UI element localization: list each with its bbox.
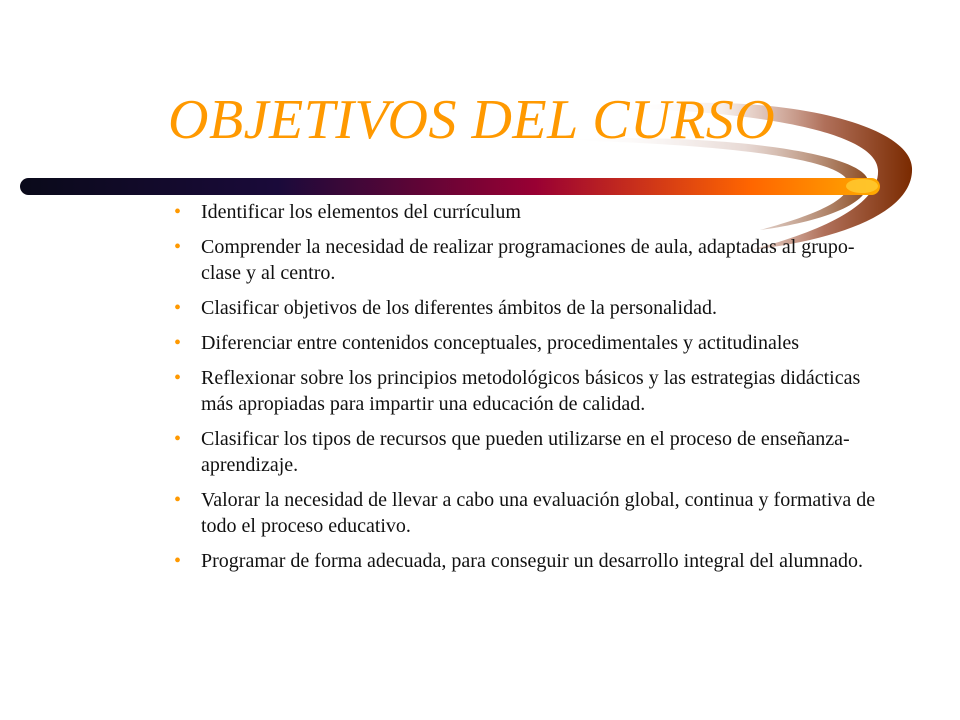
list-item xyxy=(174,426,894,478)
list-item-text: Diferenciar entre contenidos conceptuales, procedimentales y actitudinales xyxy=(201,332,800,354)
list-item-text: Valorar la necesidad de llevar a cabo una evaluación global, continua y formativa de todo el proceso educativo. xyxy=(201,489,876,537)
list-item-text: Comprender la necesidad de realizar programaciones de aula, adaptadas al grupo-clase y al centro. xyxy=(201,236,855,284)
list-item xyxy=(174,330,894,356)
bullet-icon: • xyxy=(174,201,182,223)
bullet-icon: • xyxy=(174,236,182,258)
list-item xyxy=(174,487,894,539)
list-item xyxy=(174,365,894,417)
bullet-icon: • xyxy=(174,367,182,389)
bullet-icon: • xyxy=(174,297,182,319)
slide-title: OBJETIVOS DEL CURSO xyxy=(168,89,776,151)
objectives-list xyxy=(174,199,894,583)
list-item xyxy=(174,295,894,321)
list-item-text: Identificar los elementos del currículum xyxy=(201,201,521,223)
list-item-text: Reflexionar sobre los principios metodológicos básicos y las estrategias didácticas más apropiadas para impartir una educación de calidad. xyxy=(201,367,861,415)
list-item-text: Clasificar objetivos de los diferentes ámbitos de la personalidad. xyxy=(201,297,717,319)
bullet-icon: • xyxy=(174,550,182,572)
title-underline-bar xyxy=(20,178,880,195)
bullet-icon: • xyxy=(174,428,182,450)
list-item xyxy=(174,234,894,286)
list-item-text: Programar de forma adecuada, para conseguir un desarrollo integral del alumnado. xyxy=(201,550,863,572)
list-item xyxy=(174,199,894,225)
bullet-icon: • xyxy=(174,489,182,511)
bullet-icon: • xyxy=(174,332,182,354)
list-item-text: Clasificar los tipos de recursos que pueden utilizarse en el proceso de enseñanza-aprendizaje. xyxy=(201,428,850,476)
list-item xyxy=(174,548,894,574)
